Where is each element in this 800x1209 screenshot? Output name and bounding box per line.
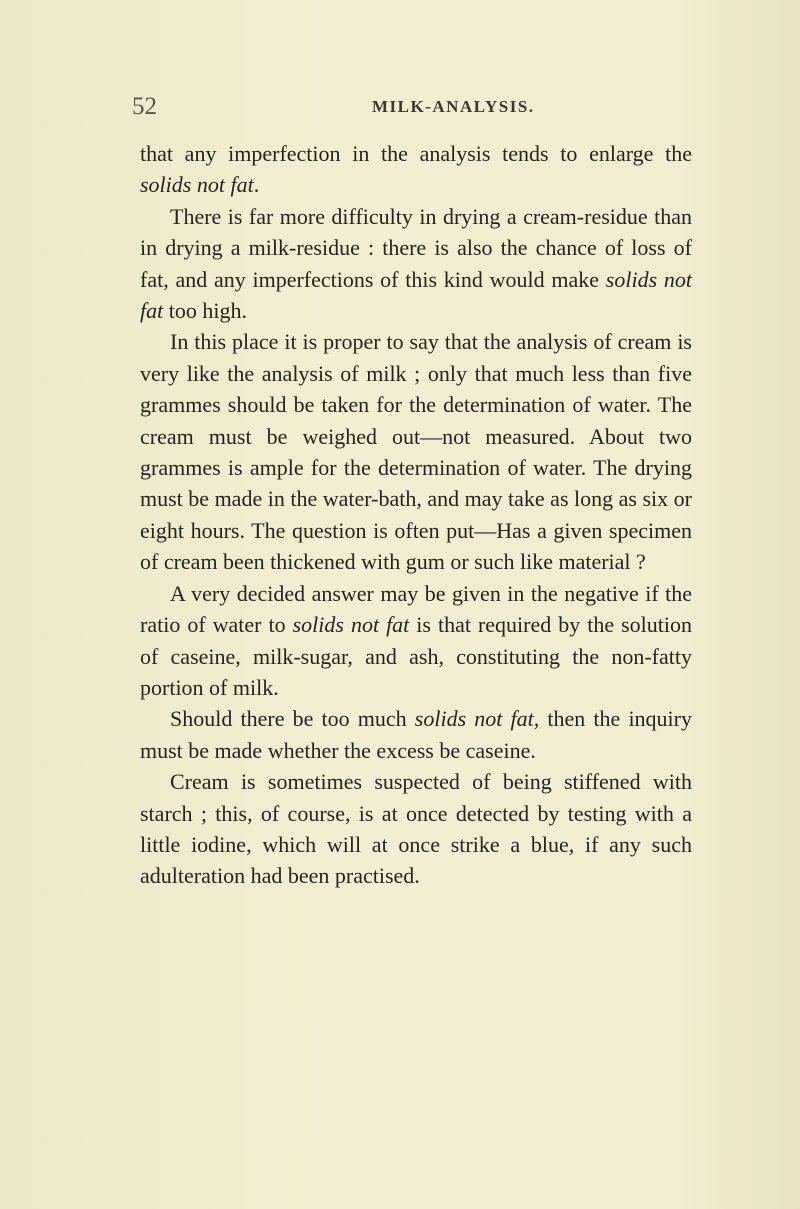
italic-term: solids not fat, [414,706,540,732]
text-run: then the inquiry must be made whether the excess be caseine. [140,706,692,763]
running-head: MILK-ANALYSIS. [372,97,535,116]
italic-term: solids not fat [140,172,254,198]
text-run: A very decided answer may be given in the negative if the ratio of water to [140,580,692,638]
text-run: is that required by the solution of caseine, milk-sugar, and ash, constituting the non-fatty portion of milk. [140,612,693,700]
text-run: Should there be too much [170,706,415,732]
text-run: There is far more difficulty in drying a cream-residue than in drying a milk-residue : there is also the chance of loss of fat, and any imperfections of this kind would make [140,203,692,292]
italic-term: solids not fat [292,612,410,638]
paragraph-continuation [140,138,692,201]
page-number: 52 [132,93,157,120]
italic-term: solids not fat [140,266,692,324]
paragraph [140,578,692,704]
text-run: Cream is sometimes suspected of being stiffened with starch ; this, of course, is at once detected by testing with a little iodine, which will at once strike a blue, if any such adulteration had been practised. [140,769,692,889]
paragraph [140,326,692,577]
paragraph [140,703,692,766]
body-text [140,138,692,892]
page-header [132,93,692,123]
text-run: In this place it is proper to say that the analysis of cream is very like the analysis of milk ; only that much less than five grammes should be taken for the determination of water. The cream must be weighed out—not measured. About two grammes is ample for the determination of water. The drying must be made in the water-bath, and may take as long as six or eight hours. The question is often put—Has a given specimen of cream been thickened with gum or such like material ? [140,329,692,575]
paragraph [140,201,692,327]
text-run: . [253,172,260,198]
paragraph [140,766,692,892]
text-run: too high. [163,298,247,324]
text-run: that any imperfection in the analysis tends to enlarge the [140,141,692,166]
